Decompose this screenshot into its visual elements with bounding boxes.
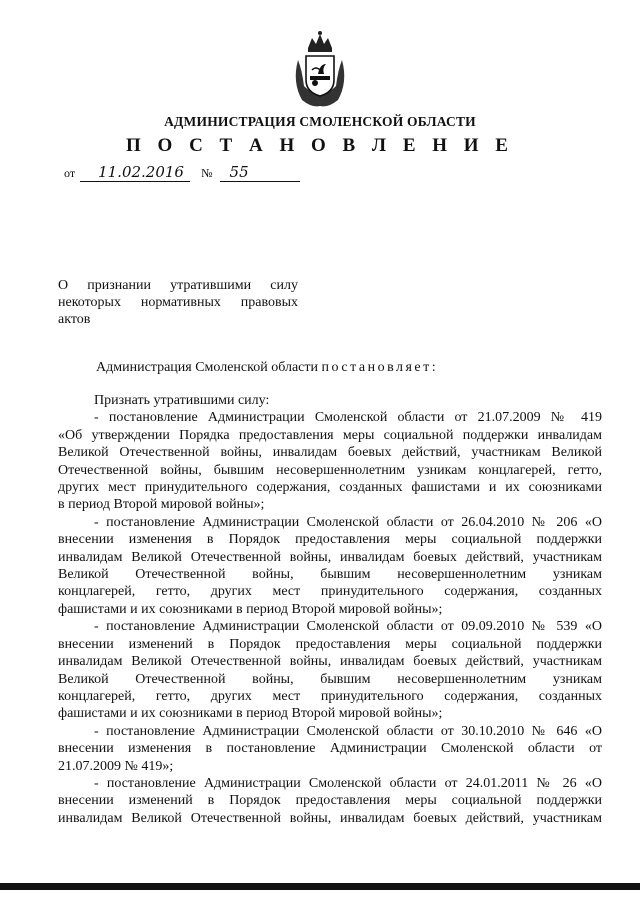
scan-bottom-edge — [0, 883, 640, 890]
preamble-verb: постановляет: — [321, 360, 439, 375]
body-line: - постановление Администрации Смоленской области от 24.01.2011 № 26 «О — [94, 775, 602, 791]
body-line: «Об утверждении Порядка предоставления меры социальной поддержки инвалидам — [58, 427, 602, 443]
body-line: - постановление Администрации Смоленской области от 30.10.2010 № 646 «О — [94, 723, 602, 739]
preamble-lead: Администрация Смоленской области — [96, 360, 319, 375]
subject-block — [58, 277, 298, 328]
body-line: в период Второй мировой войны»; — [58, 497, 265, 513]
document-type: П О С Т А Н О В Л Е Н И Е — [126, 135, 514, 156]
body-line: внесении изменений в Порядок предоставления меры социальной поддержки — [58, 793, 602, 809]
subject-line: некоторых нормативных правовых — [58, 295, 298, 310]
date-value: 11.02.2016 — [98, 163, 184, 181]
body-line: 21.07.2009 № 419»; — [58, 758, 174, 774]
body-line: - постановление Администрации Смоленской области от 09.09.2010 № 539 «О — [94, 619, 602, 635]
body-line: Великой Отечественной войны, бывшим несовершеннолетним узникам — [58, 567, 602, 583]
body-line: Отечественной войны, бывшим несовершеннолетним узникам концлагерей, гетто, — [58, 462, 602, 478]
number-prefix: № — [201, 166, 213, 180]
body-line: фашистами и их союзниками в период Второй мировой войны»; — [58, 706, 443, 722]
body-line: - постановление Администрации Смоленской области от 26.04.2010 № 206 «О — [94, 514, 602, 530]
body-line: других мест принудительного содержания, созданных фашистами и их союзниками — [58, 480, 602, 496]
body-line: Великой Отечественной войны, инвалидам боевых действий, участникам Великой — [58, 445, 602, 461]
subject-line: актов — [58, 312, 91, 327]
body-line: инвалидам Великой Отечественной войны, инвалидам боевых действий, участникам — [58, 810, 602, 826]
body-line: концлагерей, гетто, других мест принудительного содержания, созданных — [58, 584, 602, 600]
body-line: инвалидам Великой Отечественной войны, инвалидам боевых действий, участникам — [58, 654, 602, 670]
body-line: - постановление Администрации Смоленской области от 21.07.2009 № 419 — [94, 410, 602, 426]
coat-of-arms-icon — [288, 30, 352, 110]
body-line: Признать утратившими силу: — [94, 393, 270, 408]
body-line: внесении изменения в Порядок предоставления меры социальной поддержки — [58, 532, 602, 548]
date-number-line — [64, 163, 300, 182]
subject-line: О признании утратившими силу — [58, 278, 298, 293]
body-line: концлагерей, гетто, других мест принудительного содержания, созданных — [58, 688, 602, 704]
body-line: фашистами и их союзниками в период Второй мировой войны»; — [58, 601, 443, 617]
body-line: внесении изменений в Порядок предоставления меры социальной поддержки — [58, 636, 602, 652]
body-line: инвалидам Великой Отечественной войны, инвалидам боевых действий, участникам — [58, 549, 602, 565]
organization-name: АДМИНИСТРАЦИЯ СМОЛЕНСКОЙ ОБЛАСТИ — [164, 114, 476, 129]
number-value: 55 — [229, 163, 249, 181]
date-prefix: от — [64, 166, 76, 180]
preamble — [96, 360, 438, 376]
body-line: внесении изменения в постановление Администрации Смоленской области от — [58, 741, 602, 757]
body-line: Великой Отечественной войны, бывшим несовершеннолетним узникам — [58, 671, 602, 687]
document-body — [58, 392, 602, 827]
